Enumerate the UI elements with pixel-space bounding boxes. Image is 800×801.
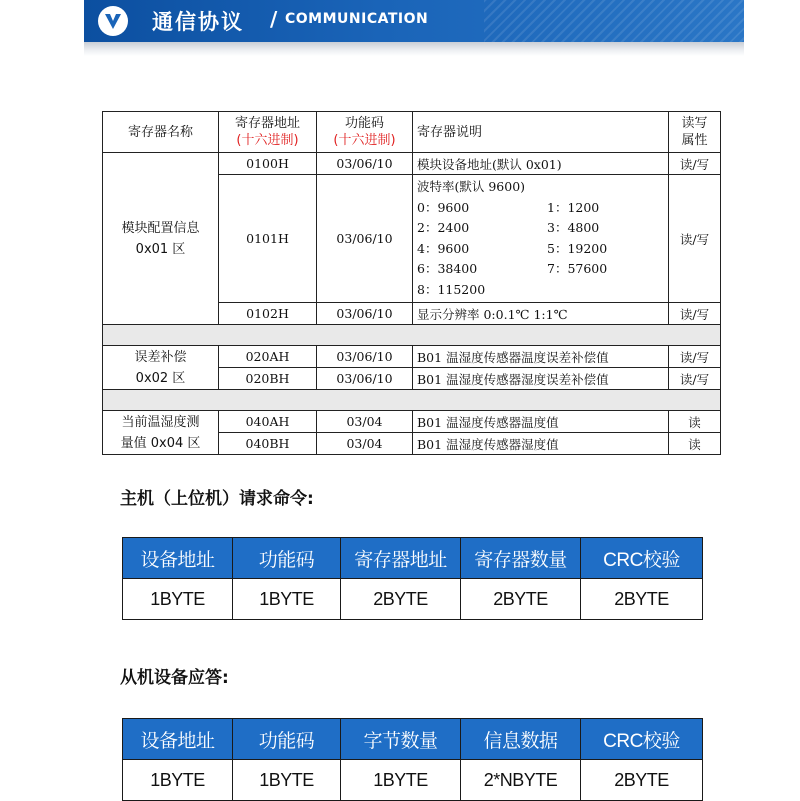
group-name-line1: 当前温湿度测 bbox=[121, 414, 200, 430]
v-shield-logo-icon bbox=[98, 6, 128, 36]
col-header-rw-line2: 属性 bbox=[681, 133, 708, 148]
register-address: 040BH bbox=[219, 433, 317, 455]
header-title-separator: / bbox=[270, 7, 278, 31]
group-name-config bbox=[103, 153, 219, 325]
rw-attribute: 读/写 bbox=[669, 303, 721, 325]
frame-value-cell: 2BYTE bbox=[341, 579, 461, 620]
group-name-line2: 0x02 区 bbox=[135, 370, 186, 386]
group-name-compensation bbox=[103, 346, 219, 390]
col-header-function-label: 功能码 bbox=[344, 116, 384, 131]
baud-option: 1：1200 bbox=[547, 199, 600, 215]
register-description: 显示分辨率 0:0.1℃ 1:1℃ bbox=[413, 303, 669, 325]
frame-value-cell: 1BYTE bbox=[341, 760, 461, 801]
register-address: 040AH bbox=[219, 411, 317, 433]
col-header-name: 寄存器名称 bbox=[103, 112, 219, 153]
col-header-address bbox=[219, 112, 317, 153]
register-table bbox=[102, 111, 721, 455]
register-address: 0100H bbox=[219, 153, 317, 175]
baud-option: 0：9600 bbox=[417, 199, 470, 215]
group-name-line1: 模块配置信息 bbox=[121, 220, 200, 236]
register-address: 0102H bbox=[219, 303, 317, 325]
frame-value-cell: 2*NBYTE bbox=[461, 760, 581, 801]
baud-option-row bbox=[417, 239, 664, 260]
function-code: 03/04 bbox=[317, 433, 413, 455]
frame-header-cell: 寄存器地址 bbox=[341, 538, 461, 579]
rw-attribute: 读/写 bbox=[669, 175, 721, 303]
register-description: B01 温湿度传感器温度值 bbox=[413, 411, 669, 433]
request-frame-header-row bbox=[123, 538, 703, 579]
rw-attribute: 读 bbox=[669, 411, 721, 433]
banner-stripes bbox=[484, 0, 744, 42]
frame-value-cell: 2BYTE bbox=[461, 579, 581, 620]
table-row bbox=[103, 346, 721, 368]
frame-header-cell: 字节数量 bbox=[341, 719, 461, 760]
function-code: 03/06/10 bbox=[317, 153, 413, 175]
request-frame-value-row bbox=[123, 579, 703, 620]
response-frame-value-row bbox=[123, 760, 703, 801]
baud-rate-title: 波特率(默认 9600) bbox=[417, 179, 526, 194]
col-header-address-label: 寄存器地址 bbox=[234, 116, 300, 131]
baud-option-row bbox=[417, 280, 664, 301]
frame-value-cell: 1BYTE bbox=[233, 579, 341, 620]
frame-value-cell: 2BYTE bbox=[581, 760, 703, 801]
col-header-description: 寄存器说明 bbox=[413, 112, 669, 153]
rw-attribute: 读/写 bbox=[669, 346, 721, 368]
request-section-label: 主机（上位机）请求命令: bbox=[120, 489, 314, 509]
function-code: 03/06/10 bbox=[317, 368, 413, 390]
group-separator bbox=[103, 325, 721, 346]
frame-value-cell: 1BYTE bbox=[123, 579, 233, 620]
col-header-rw-line1: 读写 bbox=[681, 116, 708, 131]
frame-header-cell: 寄存器数量 bbox=[461, 538, 581, 579]
frame-header-cell: 功能码 bbox=[233, 538, 341, 579]
response-frame-header-row bbox=[123, 719, 703, 760]
register-address: 020BH bbox=[219, 368, 317, 390]
frame-header-cell: CRC校验 bbox=[581, 538, 703, 579]
register-address: 020AH bbox=[219, 346, 317, 368]
group-name-line2: 0x01 区 bbox=[135, 241, 186, 257]
table-row bbox=[103, 153, 721, 175]
register-description: 模块设备地址(默认 0x01) bbox=[413, 153, 669, 175]
function-code: 03/06/10 bbox=[317, 346, 413, 368]
response-frame-table bbox=[122, 718, 703, 801]
function-code: 03/06/10 bbox=[317, 303, 413, 325]
header-title-cn: 通信协议 bbox=[152, 10, 244, 34]
group-name-line1: 误差补偿 bbox=[134, 349, 187, 365]
register-address: 0101H bbox=[219, 175, 317, 303]
rw-attribute: 读/写 bbox=[669, 368, 721, 390]
group-name-measurement bbox=[103, 411, 219, 455]
function-code: 03/06/10 bbox=[317, 175, 413, 303]
col-header-function bbox=[317, 112, 413, 153]
baud-option: 8：115200 bbox=[417, 281, 486, 297]
rw-attribute: 读 bbox=[669, 433, 721, 455]
banner-shadow bbox=[84, 42, 744, 56]
group-separator bbox=[103, 390, 721, 411]
frame-value-cell: 1BYTE bbox=[123, 760, 233, 801]
header-title-en: COMMUNICATION bbox=[285, 11, 429, 27]
baud-option: 7：57600 bbox=[547, 261, 608, 276]
rw-attribute: 读/写 bbox=[669, 153, 721, 175]
baud-option: 4：9600 bbox=[417, 240, 470, 256]
register-table-header bbox=[103, 112, 721, 153]
table-row bbox=[103, 411, 721, 433]
baud-option-row bbox=[417, 259, 664, 280]
frame-header-cell: 信息数据 bbox=[461, 719, 581, 760]
group-name-line2: 量值 0x04 区 bbox=[120, 435, 201, 451]
baud-option-row bbox=[417, 198, 664, 219]
function-code: 03/04 bbox=[317, 411, 413, 433]
baud-option: 3：4800 bbox=[547, 220, 600, 235]
baud-option-row bbox=[417, 218, 664, 239]
col-header-function-note: (十六进制) bbox=[333, 133, 396, 148]
frame-value-cell: 2BYTE bbox=[581, 579, 703, 620]
baud-option: 2：2400 bbox=[417, 220, 470, 235]
col-header-address-note: (十六进制) bbox=[236, 133, 299, 148]
response-section-label: 从机设备应答: bbox=[120, 668, 229, 688]
baud-option: 6：38400 bbox=[417, 261, 478, 276]
frame-header-cell: 功能码 bbox=[233, 719, 341, 760]
frame-header-cell: 设备地址 bbox=[123, 538, 233, 579]
register-description: B01 温湿度传感器温度误差补偿值 bbox=[413, 346, 669, 368]
col-header-rw bbox=[669, 112, 721, 153]
register-description: B01 温湿度传感器湿度值 bbox=[413, 433, 669, 455]
baud-option: 5：19200 bbox=[547, 240, 608, 256]
register-description: B01 温湿度传感器湿度误差补偿值 bbox=[413, 368, 669, 390]
request-frame-table bbox=[122, 537, 703, 620]
frame-header-cell: CRC校验 bbox=[581, 719, 703, 760]
baud-rate-description bbox=[413, 175, 669, 303]
frame-header-cell: 设备地址 bbox=[123, 719, 233, 760]
frame-value-cell: 1BYTE bbox=[233, 760, 341, 801]
